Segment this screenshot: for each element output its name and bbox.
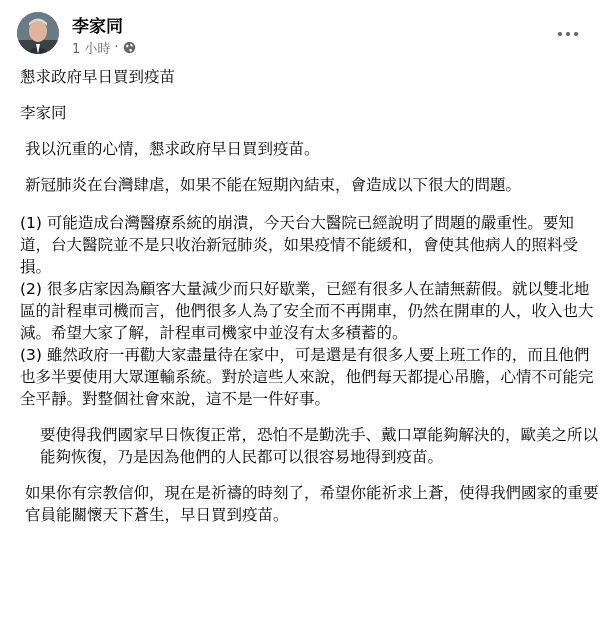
post-header [0, 0, 613, 70]
globe-icon[interactable] [123, 41, 136, 54]
meta-separator: · [114, 40, 119, 55]
post-time[interactable]: 1 小時 [72, 42, 111, 57]
author-name[interactable]: 李家同 [72, 17, 123, 37]
post-byline: 李家同 [20, 104, 67, 122]
post-body [20, 66, 600, 526]
post-title: 懇求政府早日買到疫苗 [20, 68, 176, 86]
paragraph: 我以沉重的心情，懇求政府早日買到疫苗。 [25, 140, 320, 158]
more-options-icon[interactable] [553, 24, 583, 44]
issue-list [20, 212, 600, 410]
paragraph: 如果你有宗教信仰，現在是祈禱的時刻了，希望你能祈求上蒼，使得我們國家的重要官員能關懷天下蒼生，早日買到疫苗。 [25, 484, 599, 524]
paragraph: 新冠肺炎在台灣肆虐，如果不能在短期內結束，會造成以下很大的問題。 [25, 176, 522, 194]
list-item: (2) 很多店家因為顧客大量減少而只好歇業，已經有很多人在請無薪假。就以雙北地區的計程車司機而言，他們很多人為了安全而不再開車，仍然在開車的人，收入也大減。希望大家了解，計程車司機家中並沒有太多積蓄的。 [20, 280, 594, 342]
avatar[interactable] [17, 12, 59, 54]
list-item: (1) 可能造成台灣醫療系統的崩潰，今天台大醫院已經說明了問題的嚴重性。要知道，台大醫院並不是只收治新冠肺炎，如果疫情不能緩和，會使其他病人的照料受損。 [20, 214, 579, 276]
author-photo [17, 12, 59, 54]
post-meta [72, 38, 136, 57]
paragraph: 要使得我們國家早日恢復正常，恐怕不是勤洗手、戴口罩能夠解決的，歐美之所以能夠恢復，乃是因為他們的人民都可以很容易地得到疫苗。 [40, 426, 599, 466]
list-item: (3) 雖然政府一再勸大家盡量待在家中，可是還是有很多人要上班工作的，而且他們也多半要使用大眾運輸系統。對於這些人來說，他們每天都提心吊膽，心情不可能完全平靜。對整個社會來說，這不是一件好事。 [20, 346, 594, 408]
